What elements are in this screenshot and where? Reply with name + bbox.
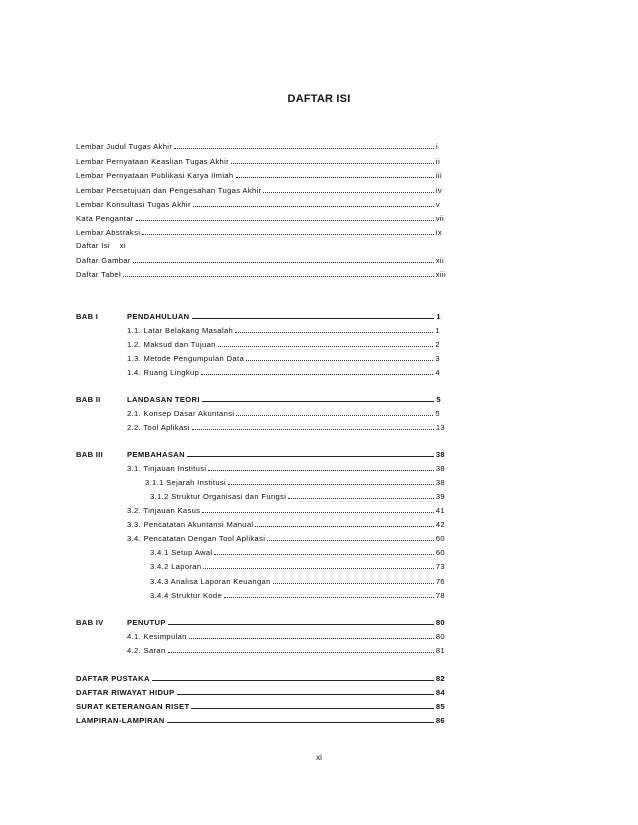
line-leader <box>168 624 434 625</box>
section-page: 42 <box>435 520 445 529</box>
section-label: 1.3. Metode Pengumpulan Data <box>127 354 245 363</box>
chapter-page: 1 <box>436 312 441 321</box>
toc-entry-label: Lembar Abstraksi <box>76 228 141 237</box>
dot-leader <box>214 554 433 555</box>
toc-entry-page: iii <box>435 171 442 180</box>
back-matter-entry[interactable] <box>76 687 445 698</box>
chapter-page: 38 <box>435 450 445 459</box>
dot-leader <box>236 177 434 178</box>
chapter-entry[interactable] <box>127 449 445 460</box>
toc-entry[interactable] <box>150 590 445 601</box>
section-label: 3.2. Tinjauan Kasus <box>127 506 201 515</box>
chapter-number: BAB I <box>76 312 99 321</box>
dot-leader <box>267 540 434 541</box>
toc-entry[interactable] <box>150 547 445 558</box>
section-label: 3.1.2 Struktur Organisasi dan Fungsi <box>150 492 287 501</box>
toc-entry[interactable] <box>76 199 440 210</box>
toc-entry[interactable] <box>150 561 445 572</box>
dot-leader <box>208 470 433 471</box>
back-matter-page: 82 <box>435 674 445 683</box>
chapter-number: BAB II <box>76 395 101 404</box>
toc-entry[interactable] <box>76 255 444 266</box>
section-page: 39 <box>435 492 445 501</box>
toc-entry-page: xi <box>119 241 126 250</box>
toc-entry[interactable] <box>127 422 445 433</box>
section-label: 2.2. Tool Aplikasi <box>127 423 190 432</box>
toc-entry[interactable] <box>127 505 445 516</box>
section-page: 73 <box>435 562 445 571</box>
toc-entry-label: Daftar Tabel <box>76 270 122 279</box>
section-page: 80 <box>435 632 445 641</box>
line-leader <box>152 680 434 681</box>
toc-entry[interactable] <box>76 156 440 167</box>
section-page: 60 <box>435 548 445 557</box>
toc-entry[interactable] <box>76 269 446 280</box>
chapter-entry[interactable] <box>127 311 441 322</box>
toc-entry-page: xiii <box>435 270 446 279</box>
dot-leader <box>218 346 434 347</box>
section-page: 4 <box>435 368 440 377</box>
section-label: 3.1. Tinjauan Institusi <box>127 464 207 473</box>
dot-leader <box>201 374 433 375</box>
toc-entry-label: Kata Pengantar <box>76 214 134 223</box>
toc-entry-page: ix <box>435 228 442 237</box>
section-page: 60 <box>435 534 445 543</box>
line-leader <box>191 708 433 709</box>
section-page: 38 <box>435 478 445 487</box>
chapter-title: PENDAHULUAN <box>127 312 190 321</box>
toc-entry-page: v <box>435 200 440 209</box>
toc-entry[interactable] <box>76 213 444 224</box>
dot-leader <box>228 484 434 485</box>
line-leader <box>202 401 435 402</box>
dot-leader <box>123 276 434 277</box>
back-matter-page: 86 <box>435 716 445 725</box>
dot-leader <box>231 163 434 164</box>
line-leader <box>167 722 434 723</box>
section-label: 4.2. Saran <box>127 646 166 655</box>
dot-leader <box>273 583 434 584</box>
back-matter-label: SURAT KETERANGAN RISET <box>76 702 190 711</box>
back-matter-label: DAFTAR PUSTAKA <box>76 674 150 683</box>
dot-leader <box>142 234 434 235</box>
section-page: 2 <box>435 340 440 349</box>
toc-entry[interactable] <box>127 631 445 642</box>
section-label: 1.1. Latar Belakang Masalah <box>127 326 234 335</box>
toc-entry[interactable] <box>127 463 445 474</box>
section-page: 81 <box>435 646 445 655</box>
dot-leader <box>236 415 433 416</box>
dot-leader <box>263 192 433 193</box>
toc-entry-label: Lembar Persetujuan dan Pengesahan Tugas Akhir <box>76 186 262 195</box>
toc-entry[interactable] <box>127 325 440 336</box>
back-matter-page: 84 <box>435 688 445 697</box>
section-page: 3 <box>435 354 440 363</box>
toc-entry-page: i <box>435 142 438 151</box>
section-page: 1 <box>435 326 440 335</box>
chapter-title: PENUTUP <box>127 618 166 627</box>
toc-entry[interactable] <box>76 240 126 251</box>
section-label: 1.2. Maksud dan Tujuan <box>127 340 216 349</box>
section-label: 3.4. Pencatatan Dengan Tool Aplikasi <box>127 534 266 543</box>
section-label: 4.1. Kesimpulan <box>127 632 187 641</box>
toc-entry[interactable] <box>127 367 440 378</box>
back-matter-label: LAMPIRAN-LAMPIRAN <box>76 716 165 725</box>
dot-leader <box>192 429 434 430</box>
chapter-number: BAB III <box>76 450 103 459</box>
section-label: 3.4.3 Analisa Laporan Keuangan <box>150 577 271 586</box>
page-number-footer: xi <box>316 753 322 762</box>
chapter-title: LANDASAN TEORI <box>127 395 200 404</box>
section-label: 3.4.2 Laporan <box>150 562 202 571</box>
section-label: 3.4.1 Setup Awal <box>150 548 213 557</box>
toc-entry-label: Lembar Pernyataan Publikasi Karya Ilmiah <box>76 171 234 180</box>
section-page: 41 <box>435 506 445 515</box>
dot-leader <box>189 638 434 639</box>
dot-leader <box>246 360 433 361</box>
toc-entry-page: xii <box>435 256 444 265</box>
page-title: DAFTAR ISI <box>287 93 351 105</box>
toc-entry-page: iv <box>435 186 442 195</box>
section-page: 5 <box>435 409 440 418</box>
dot-leader <box>203 568 433 569</box>
toc-entry[interactable] <box>150 576 445 587</box>
dot-leader <box>202 512 433 513</box>
toc-entry-label: Lembar Konsultasi Tugas Akhir <box>76 200 191 209</box>
toc-entry-label: Daftar Isi <box>76 241 110 250</box>
section-label: 3.1.1 Sejarah Institusi <box>145 478 227 487</box>
toc-entry[interactable] <box>76 185 442 196</box>
toc-entry[interactable] <box>127 519 445 530</box>
chapter-title: PEMBAHASAN <box>127 450 185 459</box>
dot-leader <box>136 220 434 221</box>
toc-entry[interactable] <box>76 227 442 238</box>
chapter-page: 80 <box>435 618 445 627</box>
back-matter-entry[interactable] <box>76 715 445 726</box>
line-leader <box>187 456 434 457</box>
toc-entry-label: Lembar Pernyataan Keaslian Tugas Akhir <box>76 157 230 166</box>
dot-leader <box>224 597 434 598</box>
section-label: 3.4.4 Struktur Kode <box>150 591 223 600</box>
toc-entry-page: vii <box>435 214 444 223</box>
section-page: 38 <box>435 464 445 473</box>
line-leader <box>192 318 435 319</box>
toc-entry[interactable] <box>127 408 440 419</box>
toc-entry-label: Daftar Gambar <box>76 256 131 265</box>
section-label: 1.4. Ruang Lingkup <box>127 368 200 377</box>
toc-entry[interactable] <box>76 141 438 152</box>
dot-leader <box>193 206 434 207</box>
toc-entry[interactable] <box>150 491 445 502</box>
line-leader <box>177 694 434 695</box>
toc-entry[interactable] <box>127 353 440 364</box>
back-matter-entry[interactable] <box>76 701 445 712</box>
section-page: 76 <box>435 577 445 586</box>
toc-entry[interactable] <box>127 533 445 544</box>
chapter-number: BAB IV <box>76 618 104 627</box>
toc-entry[interactable] <box>76 170 442 181</box>
dot-leader <box>288 498 434 499</box>
dot-leader <box>168 652 434 653</box>
chapter-page: 5 <box>436 395 441 404</box>
toc-entry-page: ii <box>435 157 440 166</box>
section-page: 78 <box>435 591 445 600</box>
chapter-entry[interactable] <box>127 394 441 405</box>
dot-leader <box>174 148 434 149</box>
chapter-entry[interactable] <box>127 617 445 628</box>
dot-leader <box>255 526 433 527</box>
back-matter-label: DAFTAR RIWAYAT HIDUP <box>76 688 175 697</box>
section-label: 3.3. Pencatatan Akuntansi Manual <box>127 520 254 529</box>
section-page: 13 <box>435 423 445 432</box>
section-label: 2.1. Konsep Dasar Akuntansi <box>127 409 235 418</box>
toc-entry[interactable] <box>127 339 440 350</box>
toc-entry-label: Lembar Judul Tugas Akhir <box>76 142 173 151</box>
dot-leader <box>133 262 434 263</box>
dot-leader <box>235 332 433 333</box>
back-matter-entry[interactable] <box>76 673 445 684</box>
toc-entry[interactable] <box>127 645 445 656</box>
back-matter-page: 85 <box>435 702 445 711</box>
toc-entry[interactable] <box>145 477 445 488</box>
